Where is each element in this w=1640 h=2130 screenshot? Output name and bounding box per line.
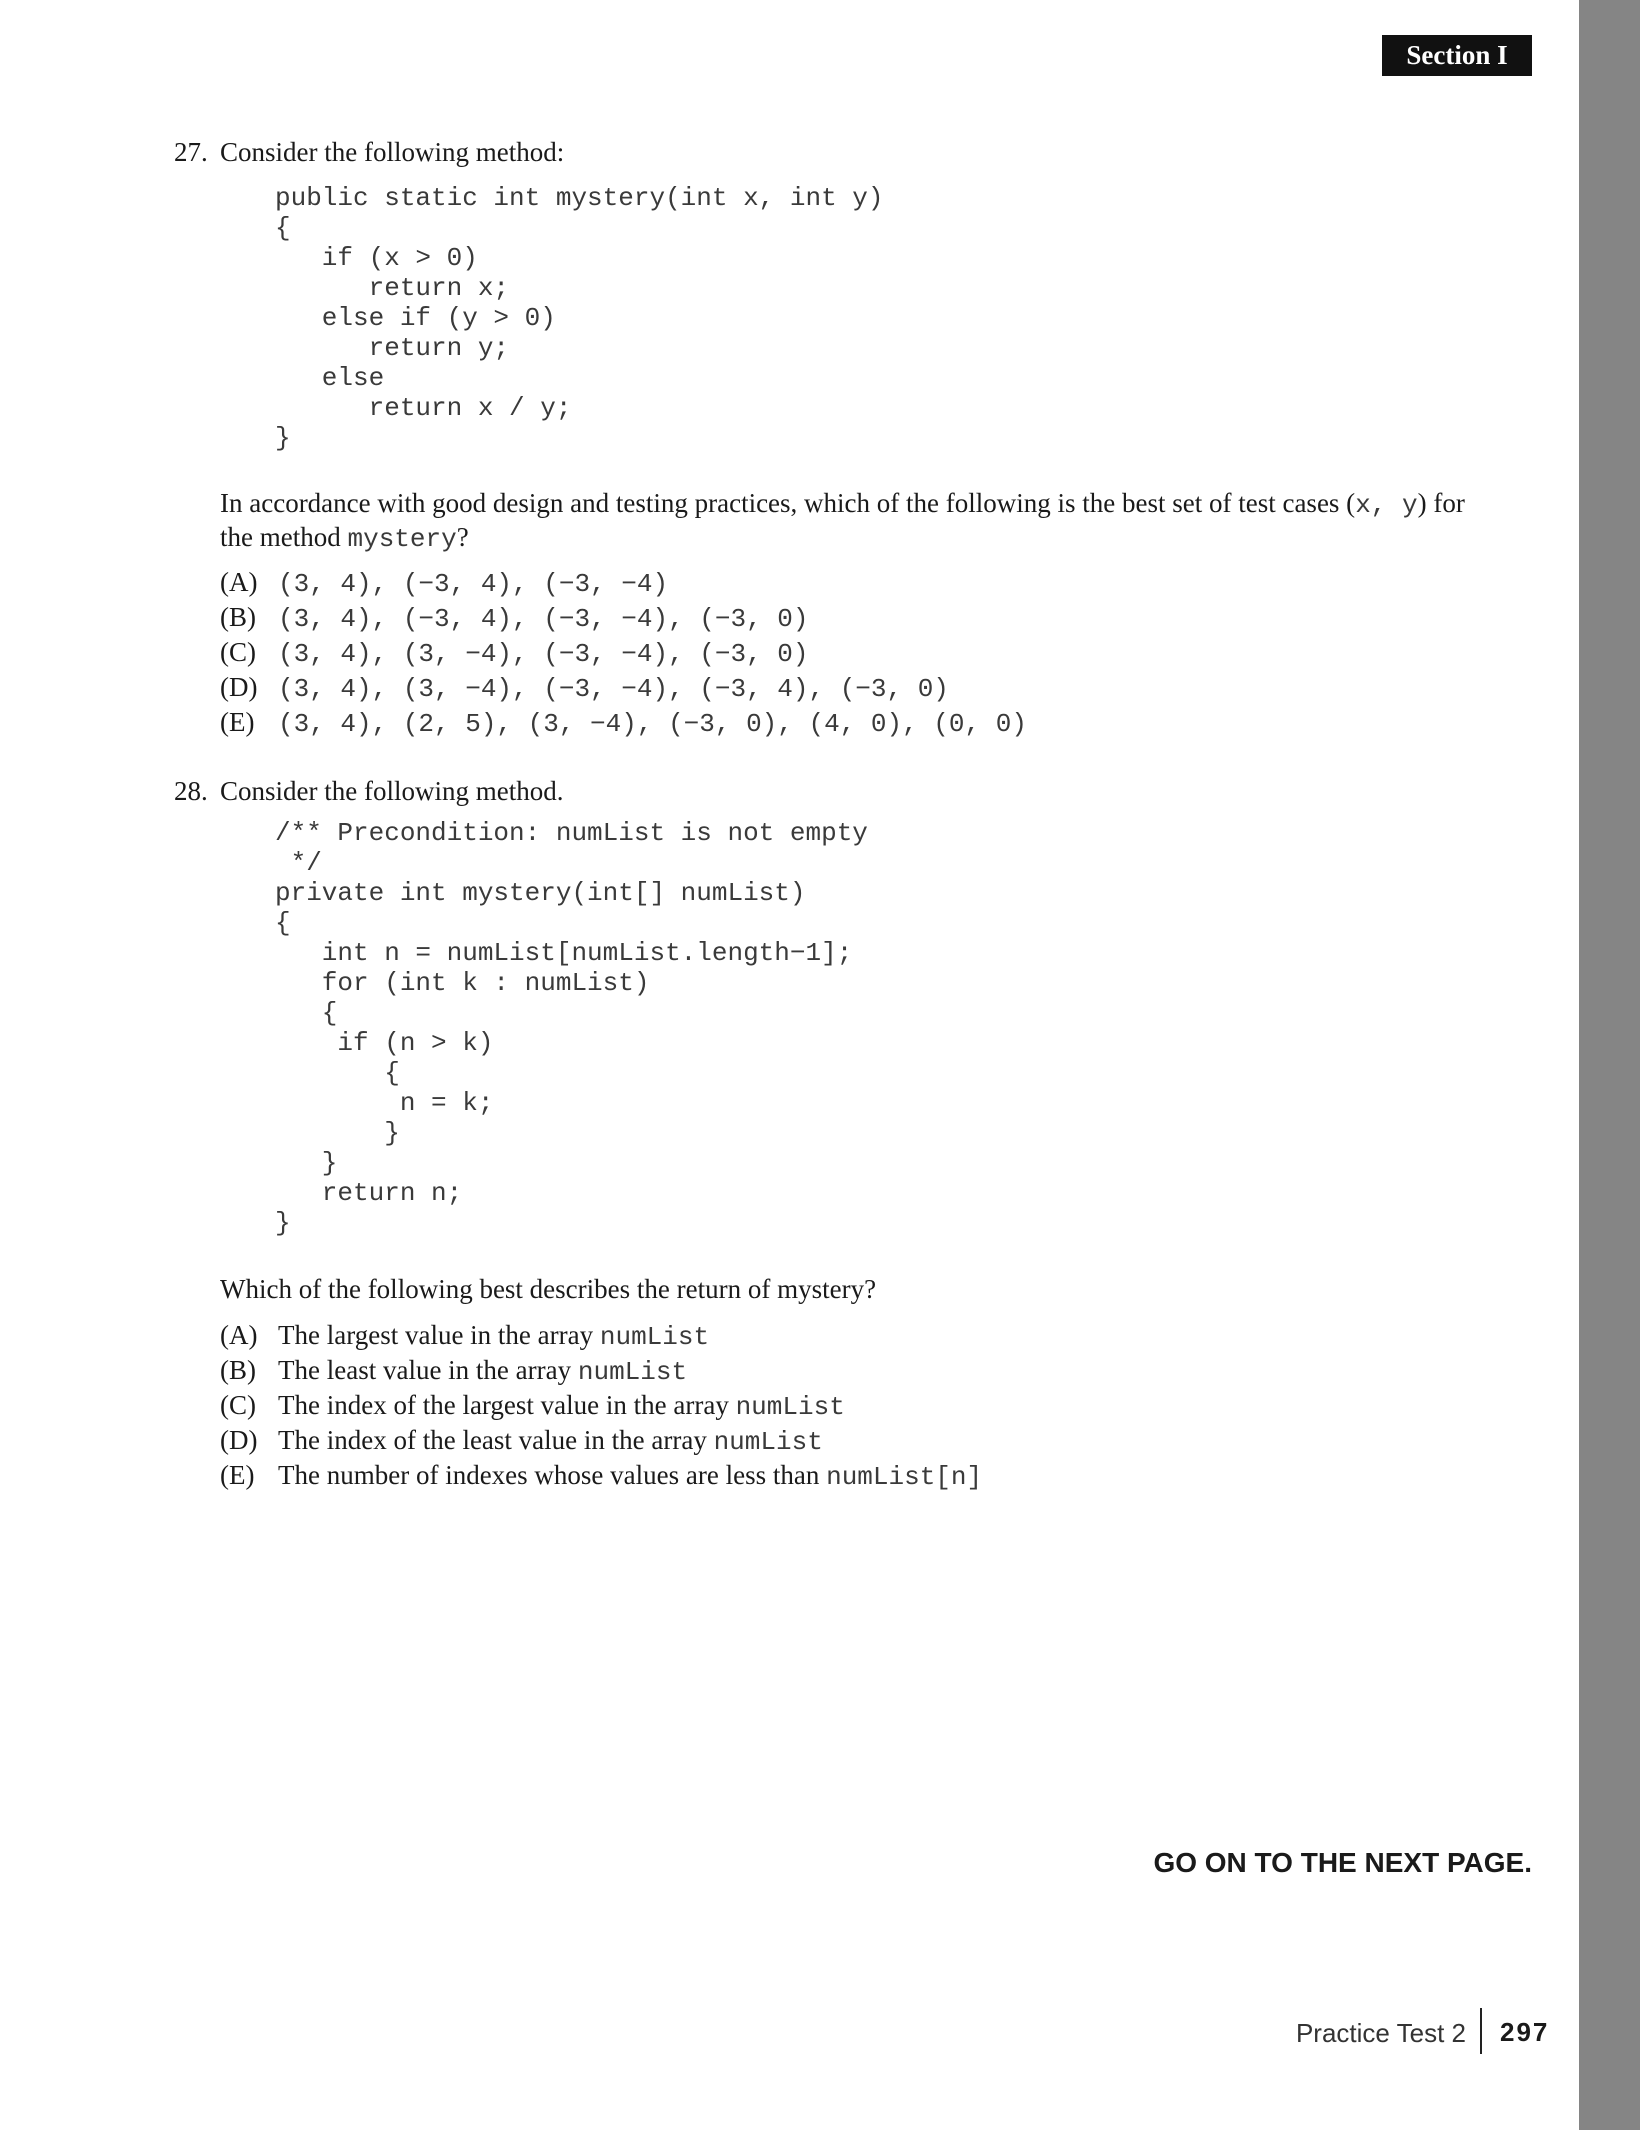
choice-code: numList — [577, 1357, 688, 1387]
choice-letter: (D) — [220, 672, 258, 702]
question-27-prompt: Consider the following method: — [220, 137, 565, 167]
stem-code-xy: x, y — [1355, 490, 1418, 520]
q28-choice-e — [220, 1460, 982, 1492]
q27-choice-b — [220, 602, 809, 634]
choice-text: (3, 4), (3, −4), (−3, −4), (−3, 4), (−3, 0) — [278, 674, 949, 704]
choice-text: The largest value in the array — [278, 1320, 600, 1350]
choice-letter: (A) — [220, 567, 258, 597]
question-27-stem — [220, 487, 1470, 555]
choice-letter: (B) — [220, 1355, 256, 1385]
choice-text: (3, 4), (−3, 4), (−3, −4) — [278, 569, 669, 599]
choice-text: The index of the largest value in the array — [278, 1390, 736, 1420]
question-28-stem: Which of the following best describes the return of mystery? — [220, 1274, 877, 1304]
footer-test-label: Practice Test 2 — [1295, 2018, 1466, 2048]
choice-code: numList — [735, 1392, 845, 1422]
q27-choice-d — [220, 672, 949, 704]
q27-choice-a — [220, 567, 668, 599]
choice-text: (3, 4), (−3, 4), (−3, −4), (−3, 0) — [278, 604, 809, 634]
stem-text-3: ? — [456, 522, 469, 552]
question-28-code: /** Precondition: numList is not empty */ private int mystery(int[] numList) { int n = numList[numList.length−1]; for (int k : numList) { if (n > k) { n = k; } } return n; } — [275, 818, 868, 1238]
question-28-number: 28. — [174, 776, 208, 806]
footer-divider — [1480, 2008, 1482, 2054]
stem-text-2: ) for the method — [220, 488, 1465, 552]
choice-letter: (A) — [220, 1320, 258, 1350]
choice-code: numList[n] — [826, 1462, 983, 1492]
question-27-code: public static int mystery(int x, int y) { if (x > 0) return x; else if (y > 0) return y; else return x / y; } — [275, 183, 884, 453]
q28-choice-d — [220, 1425, 823, 1457]
choice-letter: (D) — [220, 1425, 258, 1455]
choice-letter: (E) — [220, 1460, 255, 1490]
q27-choice-c — [220, 637, 809, 669]
choice-letter: (C) — [220, 1390, 256, 1420]
choice-text: (3, 4), (3, −4), (−3, −4), (−3, 0) — [278, 639, 809, 669]
choice-code: numList — [599, 1322, 710, 1352]
question-28-prompt: Consider the following method. — [220, 776, 564, 806]
next-page-notice: GO ON TO THE NEXT PAGE. — [1153, 1847, 1532, 1878]
question-27-number: 27. — [174, 137, 208, 167]
q27-choice-e — [220, 707, 1027, 739]
q28-choice-a — [220, 1320, 709, 1352]
page-number: 297 — [1500, 2017, 1550, 2047]
choice-text: The least value in the array — [278, 1355, 578, 1385]
choice-text: The index of the least value in the array — [278, 1425, 714, 1455]
choice-letter: (B) — [220, 602, 256, 632]
choice-text: (3, 4), (2, 5), (3, −4), (−3, 0), (4, 0), (0, 0) — [278, 709, 1027, 739]
stem-text-1: In accordance with good design and testing practices, which of the following is the best set of test cases ( — [220, 488, 1356, 518]
choice-letter: (E) — [220, 707, 255, 737]
section-label: Section I — [1382, 35, 1532, 76]
q28-choice-c — [220, 1390, 845, 1422]
side-bar — [1579, 0, 1640, 2130]
q28-choice-b — [220, 1355, 687, 1387]
stem-code-mystery: mystery — [347, 524, 457, 554]
choice-letter: (C) — [220, 637, 256, 667]
choice-text: The number of indexes whose values are less than — [278, 1460, 827, 1490]
choice-code: numList — [713, 1427, 823, 1457]
